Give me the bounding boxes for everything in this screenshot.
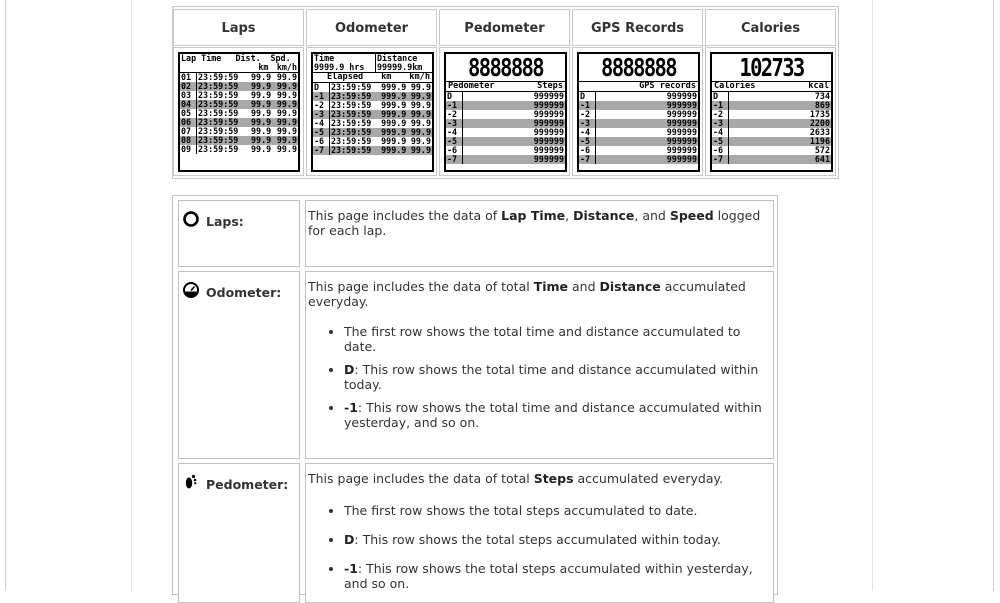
pedometer-label-text: Pedometer: (206, 477, 289, 492)
calories-row-index: -1 (712, 101, 729, 110)
laps-panel (173, 9, 304, 176)
gps-row-index: D (579, 92, 596, 101)
calories-row-index: -7 (712, 155, 729, 164)
gps-label: GPS records (639, 81, 696, 91)
pedometer-unit: Steps (537, 81, 563, 91)
calories-row-value: 641 (729, 155, 832, 164)
laps-row-time: 23:59:59 (198, 72, 239, 82)
odometer-desc-tail: accumulated everyday. (308, 279, 746, 309)
laps-row-index: 09 (180, 145, 197, 154)
odometer-panel (306, 9, 437, 176)
odometer-bullet-minus1-row: • -1: This row shows the total time and distance accumulated within yesterday, and so on. (344, 400, 767, 430)
odometer-row-km: 999.9 (377, 146, 407, 155)
pedometer-description (305, 463, 774, 603)
pedometer-panel-title: Pedometer (439, 9, 570, 46)
odometer-sub-kmh: km/h (409, 72, 430, 82)
laps-row-index: 06 (180, 118, 197, 127)
descriptions-table (172, 195, 778, 595)
laps-row-dist: 99.9 (246, 118, 272, 127)
gps-row-index: -4 (579, 128, 596, 137)
gps-row-index: -5 (579, 137, 596, 146)
laps-row-speed: 99.9 (272, 118, 298, 127)
pedometer-label: Pedometer (448, 81, 495, 91)
odometer-screen-frame (306, 47, 437, 176)
laps-row-speed: 99.9 (276, 108, 297, 118)
laps-row-time: 23:59:59 (198, 144, 239, 154)
odometer-panel-title: Odometer (306, 9, 437, 46)
pedometer-bullet-minus1-row: • -1: This row shows the total steps accumulated within yesterday, and so on. (344, 561, 767, 591)
odometer-row-speed: 99.9 (410, 100, 431, 110)
pedometer-row-index: -7 (446, 155, 463, 164)
odometer-row-index: -2 (313, 101, 330, 110)
pedometer-row-index: -4 (446, 128, 463, 137)
laps-row-dist: 99.9 (251, 90, 272, 100)
laps-desc-text: This page includes the data of (308, 208, 502, 223)
pedometer-row-value: 999999 (463, 155, 566, 164)
gps-row-value: 999999 (596, 155, 699, 164)
pedometer-bullet-d-row: • D: This row shows the total steps accumulated within today. (344, 532, 767, 547)
odometer-row-km: 999.9 (377, 128, 407, 137)
odometer-row-speed: 99.9 (407, 92, 432, 101)
odometer-row-index: D (313, 83, 330, 92)
odometer-distance-value: 99999.9km (376, 62, 423, 72)
calories-sub-header (712, 81, 831, 92)
pedometer-row-value: 999999 (533, 91, 564, 101)
odometer-label: Odometer: (206, 285, 282, 300)
laps-row-index: 02 (180, 82, 197, 91)
laps-screen-frame (173, 47, 304, 176)
pedometer-row-value: 999999 (463, 119, 566, 128)
pedometer-big-number: 8888888 (468, 53, 543, 82)
calories-panel-title: Calories (705, 9, 836, 46)
calories-row-value: 2633 (809, 127, 830, 137)
laps-row-time: 23:59:59 (197, 136, 247, 145)
pedometer-row-index: -1 (446, 101, 463, 110)
calories-row (712, 155, 831, 164)
page-border-right (993, 0, 994, 591)
odometer-bullets (308, 324, 767, 430)
laps-row-speed: 99.9 (272, 100, 298, 109)
odometer-lcd (311, 52, 434, 172)
odometer-row (313, 146, 432, 155)
pedometer-panel (439, 9, 570, 176)
odometer-bullet-d-row: • D: This row shows the total time and distance accumulated within today. (344, 362, 767, 392)
calories-row (712, 137, 831, 146)
pedometer-lcd (444, 52, 567, 172)
pedometer-row (446, 155, 565, 164)
calories-row-index: -5 (712, 137, 729, 146)
laps-row-time: 23:59:59 (198, 126, 239, 136)
laps-row-index: 07 (180, 127, 197, 136)
odometer-description (305, 271, 774, 459)
laps-lcd (178, 52, 300, 172)
odometer-row-km: 999.9 (377, 92, 407, 101)
calories-lcd (710, 52, 833, 172)
laps-row-dist: 99.9 (246, 100, 272, 109)
calories-row-index: -6 (712, 146, 729, 155)
laps-row-dist: 99.9 (251, 126, 272, 136)
odometer-desc-bold-distance: Distance (599, 279, 661, 294)
content-border-left (131, 0, 132, 591)
pedometer-rows (446, 92, 565, 164)
calories-row-index: -3 (712, 119, 729, 128)
pedometer-row-index: -2 (446, 110, 463, 119)
odometer-time-value: 9999.9 hrs (313, 63, 375, 72)
odometer-row-km: 999.9 (377, 110, 407, 119)
laps-row-speed: 99.9 (276, 90, 297, 100)
calories-row-value: 1735 (809, 109, 830, 119)
odometer-row-index: -3 (313, 110, 330, 119)
calories-row-value: 1196 (729, 137, 832, 146)
odometer-row-time: 23:59:59 (330, 128, 378, 137)
laps-col-laptime: Lap Time (181, 53, 222, 63)
odometer-row-speed: 99.9 (410, 82, 431, 92)
odometer-row-speed: 99.9 (407, 110, 432, 119)
content-border-right (872, 0, 873, 591)
gps-row-value: 999999 (596, 137, 699, 146)
odometer-label-cell (178, 271, 300, 459)
gps-panel (572, 9, 703, 176)
odometer-row-time: 23:59:59 (330, 92, 378, 101)
odometer-sub-elapsed: Elapsed (327, 72, 364, 82)
laps-desc-bold-speed: Speed (669, 208, 714, 223)
odometer-row-time: 23:59:59 (330, 146, 378, 155)
laps-description (305, 200, 774, 267)
pedometer-row-value: 999999 (533, 145, 564, 155)
gps-row-value: 999999 (596, 101, 699, 110)
calories-row (712, 92, 831, 101)
laps-row-dist: 99.9 (251, 72, 272, 82)
pedometer-desc-tail: accumulated everyday. (573, 471, 724, 486)
odometer-desc-sep: and (568, 279, 600, 294)
odometer-row-index: -4 (313, 119, 330, 128)
pedometer-label-cell (178, 463, 300, 603)
gps-panel-title: GPS Records (572, 9, 703, 46)
calories-row-index: -4 (712, 128, 729, 137)
pedometer-row-index: -5 (446, 137, 463, 146)
odometer-sub-km: km (381, 72, 392, 82)
odometer-bullet-first-row: • The first row shows the total time and distance accumulated to date. (344, 324, 767, 354)
odometer-row-speed: 99.9 (407, 128, 432, 137)
odometer-row-time: 23:59:59 (331, 136, 372, 146)
laps-unit-km: km (258, 62, 269, 72)
pedometer-desc-text: This page includes the data of total (308, 471, 534, 486)
laps-row-time: 23:59:59 (197, 82, 247, 91)
laps-row-index: 05 (180, 109, 197, 118)
odometer-row-speed: 99.9 (410, 118, 431, 128)
calories-row (712, 146, 831, 155)
pedometer-row-index: D (446, 92, 463, 101)
laps-units-row (180, 63, 298, 72)
laps-panel-title: Laps (173, 9, 304, 46)
laps-row-index: 08 (180, 136, 197, 145)
odometer-desc-bold-time: Time (533, 279, 569, 294)
pedometer-row-index: -6 (446, 146, 463, 155)
odometer-row-index: -7 (313, 146, 330, 155)
calories-screen-frame (705, 47, 836, 176)
laps-desc-sep1: , (565, 208, 574, 223)
laps-row-speed: 99.9 (276, 144, 297, 154)
gps-row-index: -2 (579, 110, 596, 119)
laps-row-speed: 99.9 (276, 126, 297, 136)
gps-rows (579, 92, 698, 164)
gps-row-value: 999999 (596, 119, 699, 128)
calories-label: Calories (714, 81, 756, 91)
odometer-row-speed: 99.9 (410, 136, 431, 146)
pedometer-row-index: -3 (446, 119, 463, 128)
laps-col-spd: Spd. (270, 53, 291, 63)
odometer-rows (313, 83, 432, 155)
laps-ring-icon (182, 210, 200, 228)
footprint-icon (182, 473, 200, 491)
gps-big-number: 8888888 (601, 53, 676, 82)
gps-row-value: 999999 (666, 91, 697, 101)
laps-row-index: 01 (180, 73, 197, 83)
odometer-distance-label: Distance (376, 53, 418, 63)
odometer-row-km: 999.9 (381, 136, 407, 146)
gps-lcd (577, 52, 700, 172)
laps-row-dist: 99.9 (246, 136, 272, 145)
device-screens-table (172, 6, 839, 179)
laps-desc-bold-laptime: Lap Time (501, 208, 566, 223)
pedometer-row-value: 999999 (533, 109, 564, 119)
odometer-row-time: 23:59:59 (331, 118, 372, 128)
odometer-row-index: -1 (313, 92, 330, 101)
gps-row (579, 155, 698, 164)
laps-row-index: 03 (180, 91, 197, 100)
pedometer-row-value: 999999 (463, 137, 566, 146)
laps-desc-bold-distance: Distance (573, 208, 635, 223)
calories-panel (705, 9, 836, 176)
gps-row-index: -7 (579, 155, 596, 164)
pedometer-screen-frame (439, 47, 570, 176)
laps-row-dist: 99.9 (251, 108, 272, 118)
page-border-left (5, 0, 6, 591)
gps-row-index: -6 (579, 146, 596, 155)
odometer-row-time: 23:59:59 (331, 82, 372, 92)
calories-row-index: -2 (712, 110, 729, 119)
odometer-row-time: 23:59:59 (331, 100, 372, 110)
laps-row-index: 04 (180, 100, 197, 109)
laps-row-speed: 99.9 (276, 72, 297, 82)
laps-unit-kmh: km/h (276, 62, 297, 72)
gps-row-value: 999999 (666, 127, 697, 137)
odometer-row-time: 23:59:59 (330, 110, 378, 119)
laps-rows (180, 72, 298, 154)
odometer-row-km: 999.9 (381, 118, 407, 128)
laps-desc-sep2: , and (634, 208, 670, 223)
gps-screen-frame (572, 47, 703, 176)
calories-big-number: 102733 (739, 53, 804, 82)
pedometer-bullets (308, 503, 767, 591)
laps-lcd-table (180, 54, 298, 72)
laps-label: Laps: (206, 214, 244, 229)
calories-row-value: 572 (814, 145, 830, 155)
odometer-time-label: Time (313, 54, 375, 63)
laps-row-speed: 99.9 (272, 136, 298, 145)
odometer-summary (313, 54, 432, 72)
gps-row-index: -1 (579, 101, 596, 110)
laps-row-dist: 99.9 (246, 82, 272, 91)
odometer-row-km: 999.9 (381, 82, 407, 92)
odometer-row-index: -6 (313, 137, 330, 146)
pedometer-bullet-first-row: • The first row shows the total steps accumulated to date. (344, 503, 767, 518)
gps-row-value: 999999 (666, 145, 697, 155)
laps-row (180, 145, 298, 154)
odometer-gauge-icon (182, 281, 200, 299)
laps-row-time: 23:59:59 (198, 108, 239, 118)
laps-row-speed: 99.9 (272, 82, 298, 91)
pedometer-desc-bold-steps: Steps (533, 471, 574, 486)
laps-desc-tail: logged for each lap. (308, 208, 761, 238)
gps-row-index: -3 (579, 119, 596, 128)
calories-row-value: 869 (729, 101, 832, 110)
calories-unit: kcal (808, 81, 829, 91)
pedometer-row-value: 999999 (533, 127, 564, 137)
odometer-row-index: -5 (313, 128, 330, 137)
calories-row-value: 2200 (729, 119, 832, 128)
laps-col-dist: Dist. (235, 53, 261, 63)
gps-row-value: 999999 (666, 109, 697, 119)
laps-row-dist: 99.9 (251, 144, 272, 154)
odometer-row-speed: 99.9 (407, 146, 432, 155)
laps-label-cell (178, 200, 300, 267)
calories-row-index: D (712, 92, 729, 101)
laps-row-time: 23:59:59 (198, 90, 239, 100)
calories-row-value: 734 (814, 91, 830, 101)
laps-row-time: 23:59:59 (197, 100, 247, 109)
pedometer-row-value: 999999 (463, 101, 566, 110)
calories-rows (712, 92, 831, 164)
odometer-row-km: 999.9 (381, 100, 407, 110)
laps-row-time: 23:59:59 (197, 118, 247, 127)
odometer-desc-text: This page includes the data of total (308, 279, 534, 294)
